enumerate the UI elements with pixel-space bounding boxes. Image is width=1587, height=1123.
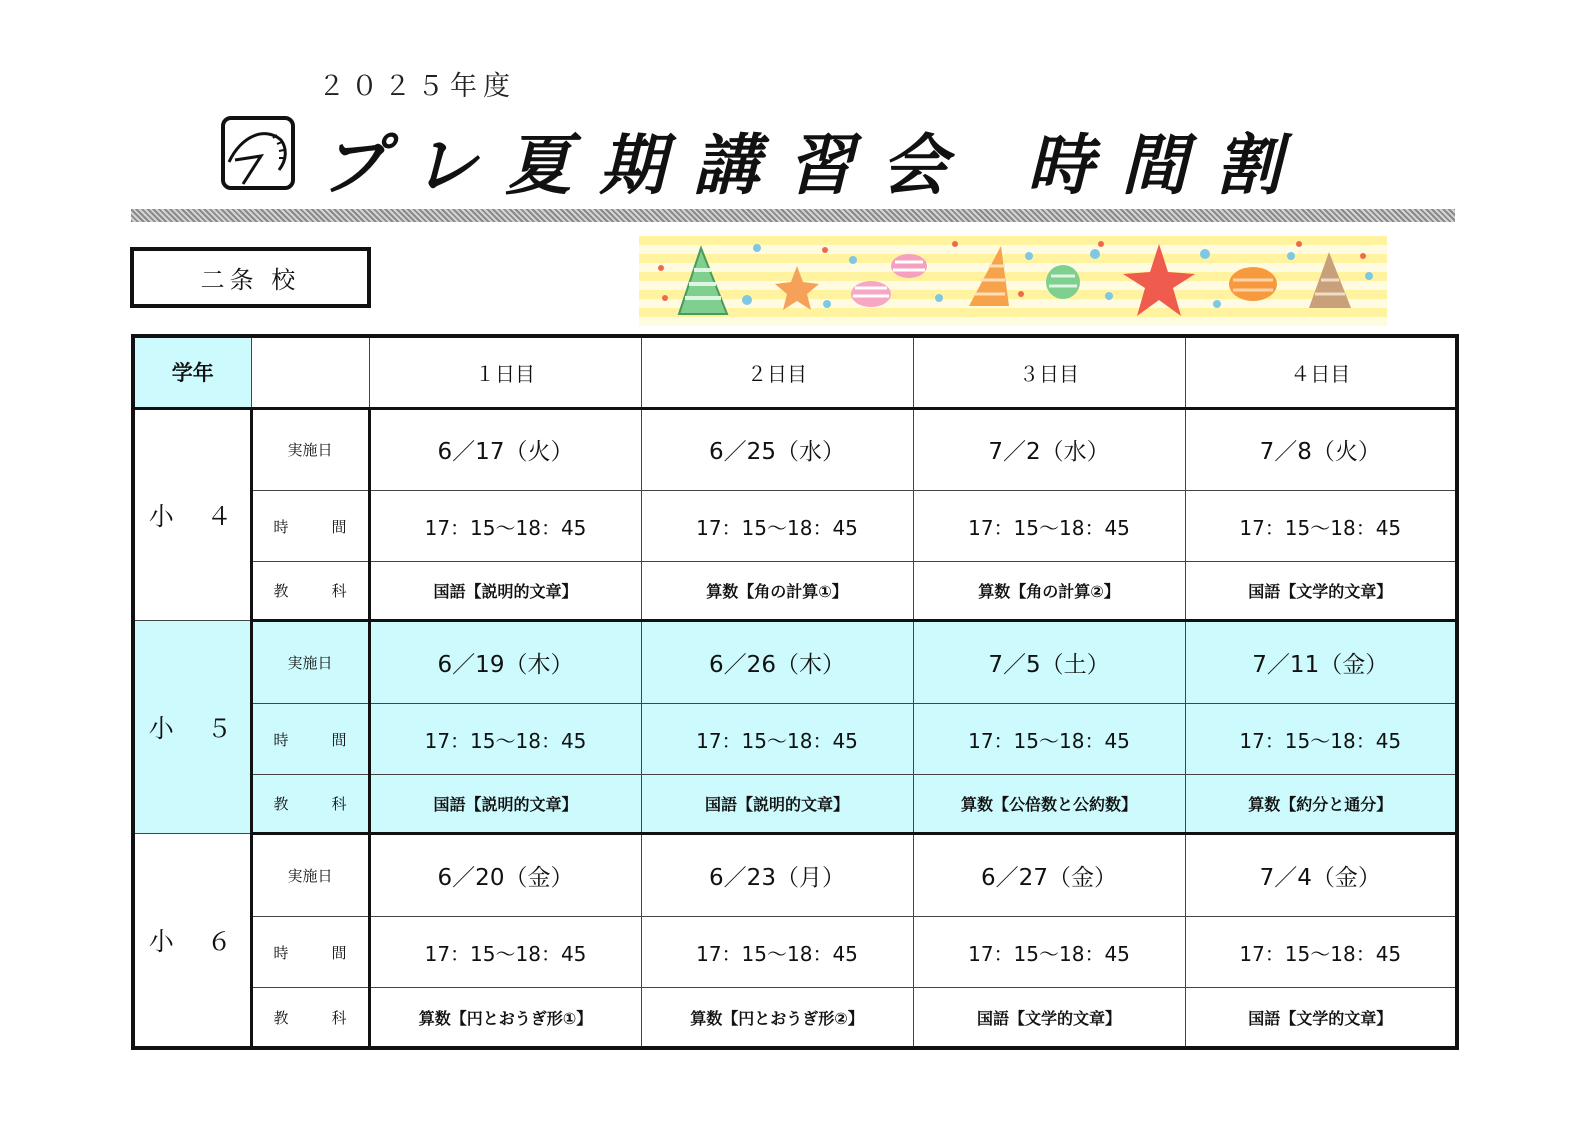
seashell-icons	[639, 236, 1387, 326]
day-header: ３日目	[913, 336, 1185, 408]
date-cell: 7／5（土）	[913, 621, 1185, 704]
date-cell: 7／11（金）	[1185, 621, 1457, 704]
day-header: １日目	[369, 336, 641, 408]
subject-cell: 算数【角の計算②】	[913, 562, 1185, 621]
day-header: ２日目	[641, 336, 913, 408]
date-cell: 6／17（火）	[369, 408, 641, 491]
row-label-subject: 教 科	[251, 562, 369, 621]
time-cell: 17：15～18：45	[369, 704, 641, 775]
time-cell: 17：15～18：45	[369, 917, 641, 988]
time-cell: 17：15～18：45	[1185, 491, 1457, 562]
subject-cell: 国語【説明的文章】	[369, 775, 641, 834]
table-row	[133, 775, 1457, 834]
time-cell: 17：15～18：45	[913, 917, 1185, 988]
subject-cell: 算数【公倍数と公約数】	[913, 775, 1185, 834]
title-divider	[131, 209, 1455, 222]
grade-cell: 小 ６	[133, 834, 251, 1048]
time-cell: 17：15～18：45	[641, 917, 913, 988]
date-cell: 6／23（月）	[641, 834, 913, 917]
blank-header	[251, 336, 369, 408]
table-row	[133, 621, 1457, 704]
schedule-table	[131, 334, 1459, 1050]
grade-header: 学年	[133, 336, 251, 408]
time-cell: 17：15～18：45	[369, 491, 641, 562]
shell-icon-2	[851, 281, 891, 307]
time-cell: 17：15～18：45	[641, 704, 913, 775]
row-label-time: 時 間	[251, 491, 369, 562]
subject-cell: 国語【説明的文章】	[369, 562, 641, 621]
table-row	[133, 562, 1457, 621]
seashell-banner-illustration	[639, 236, 1387, 326]
subject-cell: 算数【角の計算①】	[641, 562, 913, 621]
subject-cell: 算数【約分と通分】	[1185, 775, 1457, 834]
time-cell: 17：15～18：45	[913, 704, 1185, 775]
starfish-icon-1	[775, 266, 819, 310]
row-label-date: 実施日	[251, 834, 369, 917]
grade-cell: 小 ４	[133, 408, 251, 621]
starfish-icon-2	[1123, 244, 1195, 316]
time-cell: 17：15～18：45	[641, 491, 913, 562]
date-cell: 7／8（火）	[1185, 408, 1457, 491]
date-cell: 6／20（金）	[369, 834, 641, 917]
shell-icon-5	[1046, 265, 1080, 299]
table-row	[133, 491, 1457, 562]
table-row	[133, 834, 1457, 917]
title-sub: 時間割	[1027, 127, 1310, 204]
row-label-date: 実施日	[251, 408, 369, 491]
subject-cell: 算数【円とおうぎ形②】	[641, 988, 913, 1048]
date-cell: 6／25（水）	[641, 408, 913, 491]
table-header-row	[133, 336, 1457, 408]
date-cell: 6／26（木）	[641, 621, 913, 704]
subject-cell: 国語【文学的文章】	[1185, 562, 1457, 621]
shell-icon-1	[679, 248, 727, 314]
date-cell: 7／4（金）	[1185, 834, 1457, 917]
shell-icon-3	[891, 254, 927, 278]
campus-name-box: 二条 校	[130, 247, 371, 308]
subject-cell: 国語【文学的文章】	[913, 988, 1185, 1048]
year-label: ２０２５年度	[318, 71, 516, 102]
row-label-time: 時 間	[251, 704, 369, 775]
row-label-time: 時 間	[251, 917, 369, 988]
date-cell: 7／2（水）	[913, 408, 1185, 491]
shell-icon-7	[1309, 252, 1351, 308]
subject-cell: 国語【説明的文章】	[641, 775, 913, 834]
shell-icon-4	[969, 246, 1009, 306]
school-logo-icon	[221, 116, 295, 190]
date-cell: 6／19（木）	[369, 621, 641, 704]
date-cell: 6／27（金）	[913, 834, 1185, 917]
row-label-date: 実施日	[251, 621, 369, 704]
day-header: ４日目	[1185, 336, 1457, 408]
page-title	[320, 112, 1309, 207]
table-row	[133, 704, 1457, 775]
shell-icon-6	[1229, 267, 1277, 301]
time-cell: 17：15～18：45	[1185, 917, 1457, 988]
subject-cell: 算数【円とおうぎ形①】	[369, 988, 641, 1048]
table-row	[133, 988, 1457, 1048]
time-cell: 17：15～18：45	[1185, 704, 1457, 775]
subject-cell: 国語【文学的文章】	[1185, 988, 1457, 1048]
table-row	[133, 408, 1457, 491]
table-row	[133, 917, 1457, 988]
time-cell: 17：15～18：45	[913, 491, 1185, 562]
title-main: プレ夏期講習会	[320, 127, 976, 204]
row-label-subject: 教 科	[251, 988, 369, 1048]
grade-cell: 小 ５	[133, 621, 251, 834]
row-label-subject: 教 科	[251, 775, 369, 834]
